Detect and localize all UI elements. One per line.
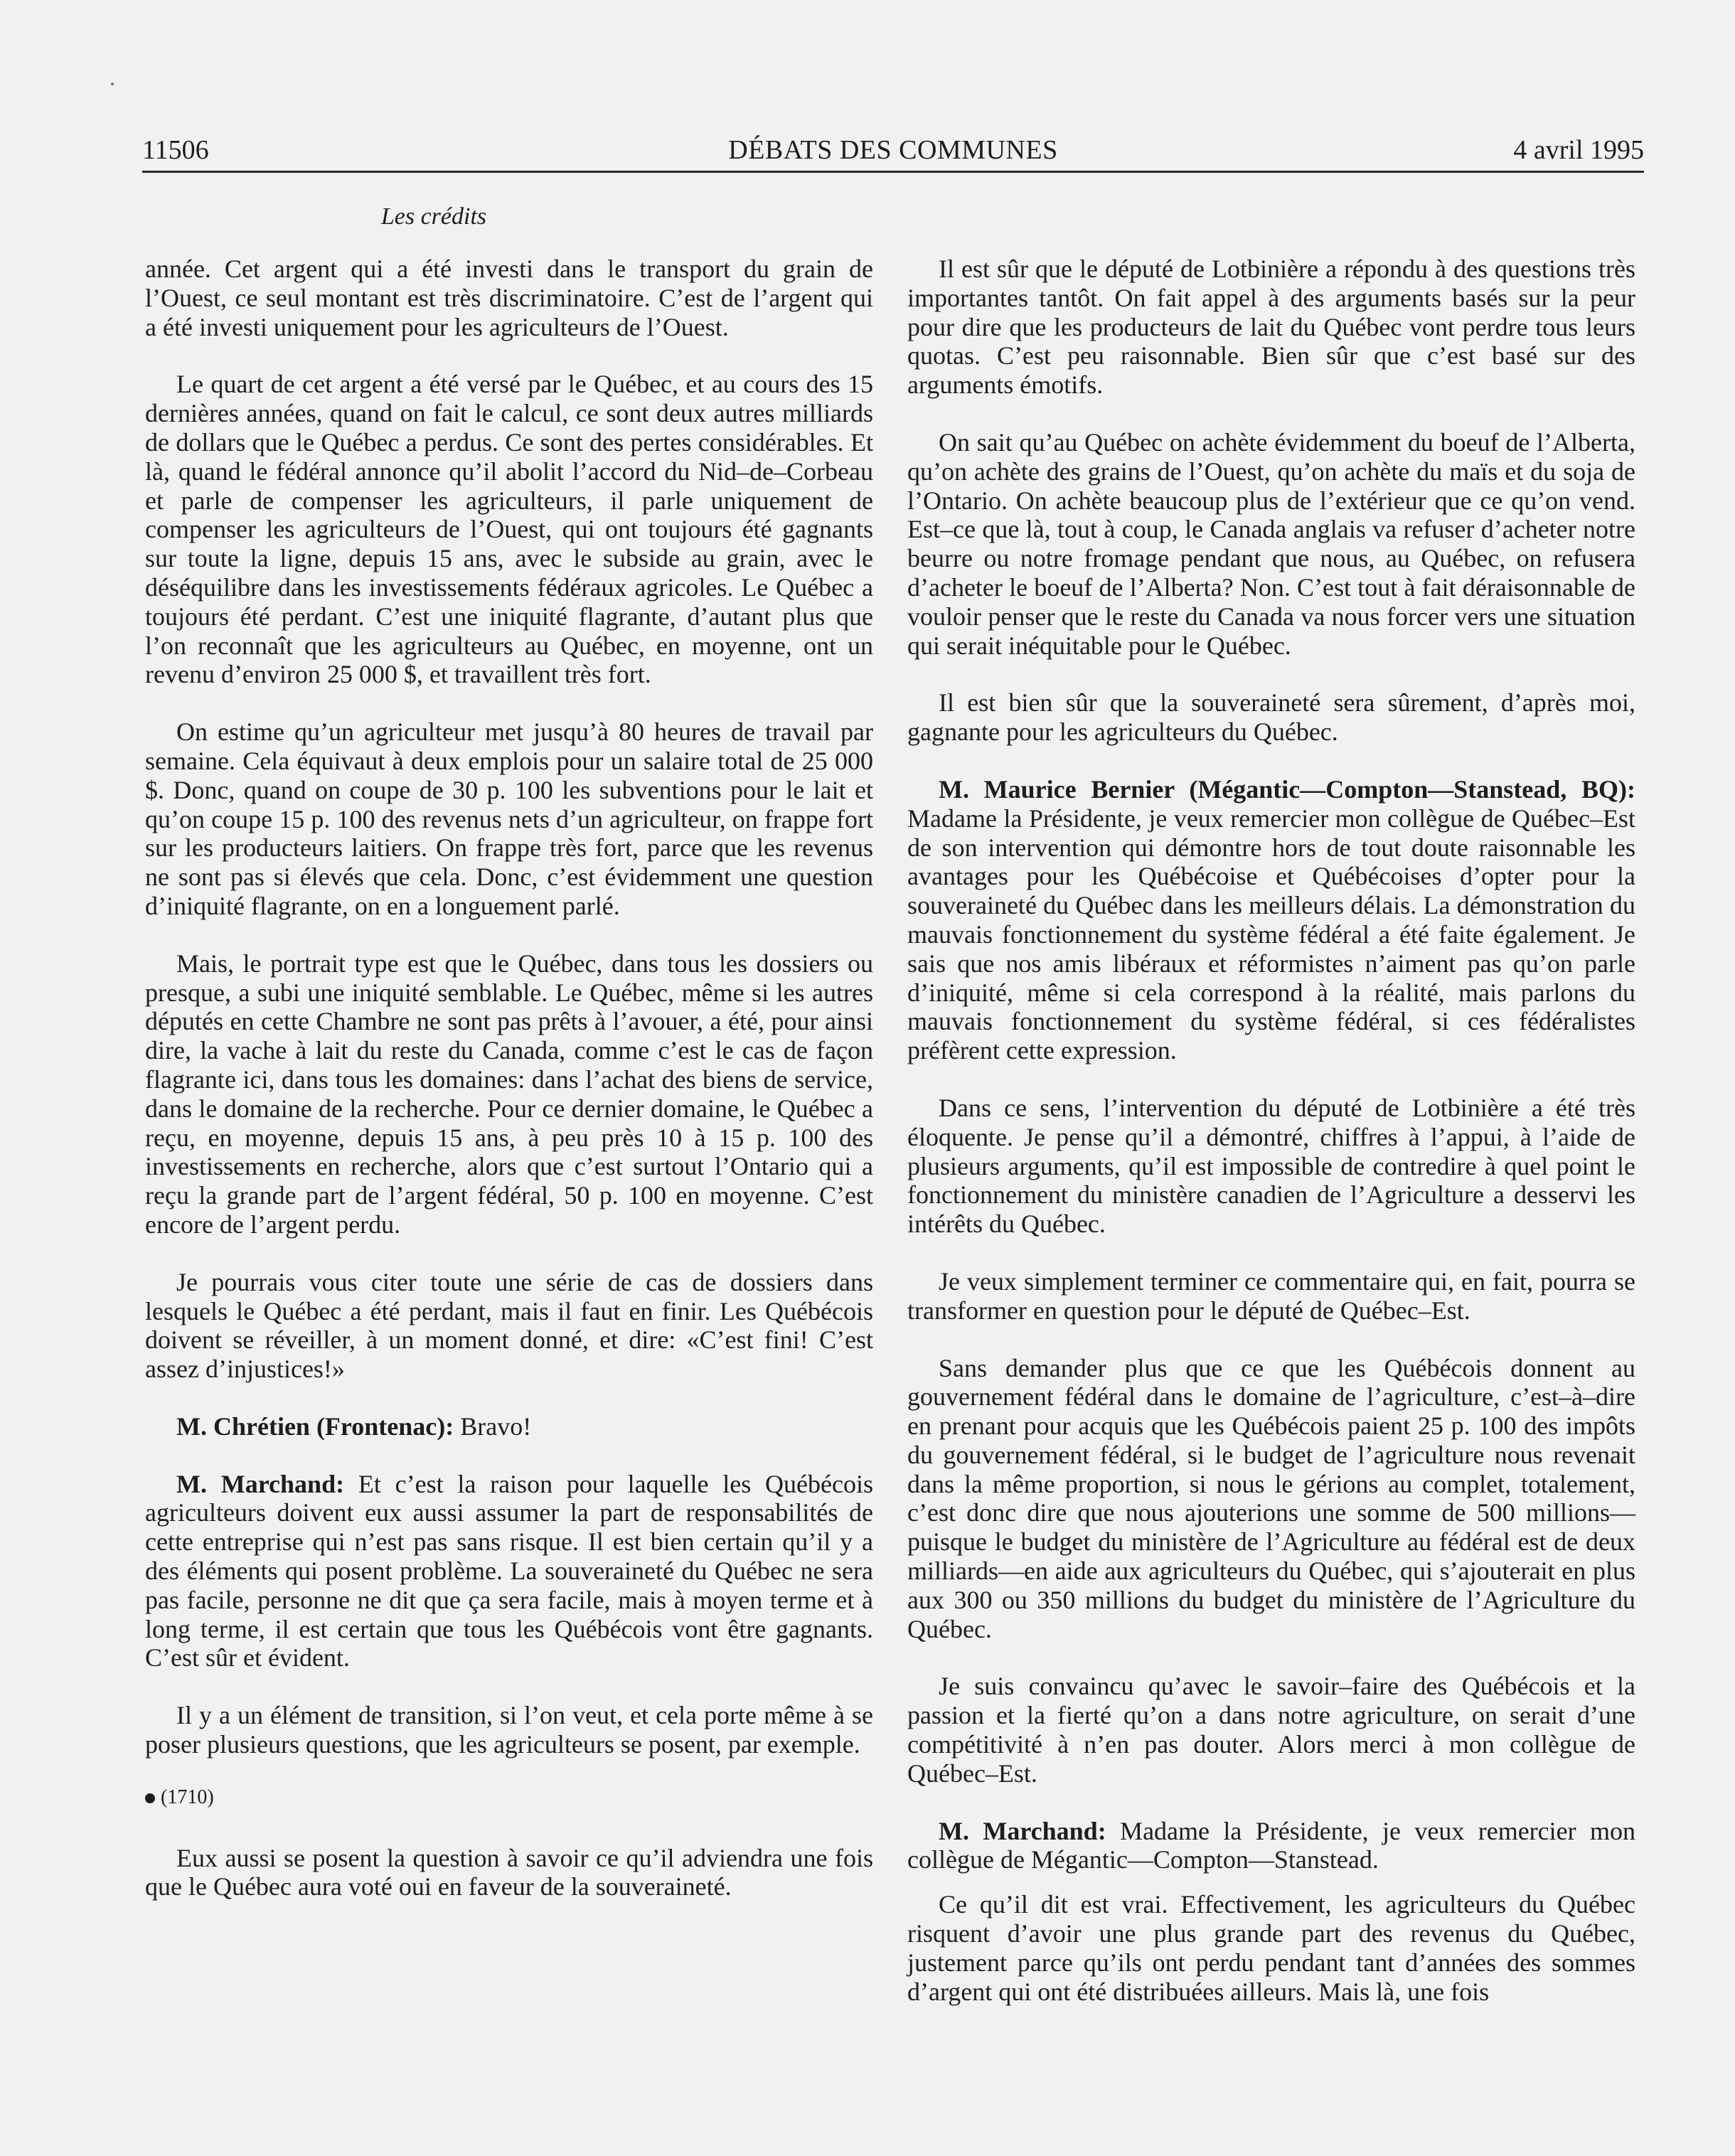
time-marker: [145, 1783, 873, 1813]
speech-text: Madame la Présidente, je veux remercier mon collègue de Québec–Est de son intervention qui démontre hors de tout doute raisonnable les avantages pour les Québécoise et Québécoises d’opter pour la souveraineté du Québec dans les meilleurs délais. La démonstration du mauvais fonctionnement du système fédéral a été faite également. Je sais que nos amis libéraux et réformistes n’aiment pas qu’on parle d’iniquité, même si cela correspond à la réalité, mais parlons du mauvais fonctionnement du système fédéral, si ces fédéralistes préfèrent cette expression.: [907, 804, 1635, 1065]
paragraph: On sait qu’au Québec on achète évidemment du boeuf de l’Alberta, qu’on achète des grains de l’Ouest, qu’on achète du maïs et du soja de l’Ontario. On achète beaucoup plus de l’extérieur que ce qu’on vend. Est–ce que là, tout à coup, le Canada anglais va refuser d’acheter notre beurre ou notre fromage pendant que nous, au Québec, on refusera d’acheter le boeuf de l’Alberta? Non. C’est tout à fait déraisonnable de vouloir penser que le reste du Canada va nous forcer vers une situation qui serait inéquitable pour le Québec.: [907, 427, 1635, 660]
speech-text: Madame la Présidente, je veux remercier mon collègue de Mégantic—Compton—Stanstead.: [907, 1816, 1635, 1874]
page-date: 4 avril 1995: [1513, 135, 1644, 165]
paragraph: Ce qu’il dit est vrai. Effectivement, les agriculteurs du Québec risquent d’avoir une plus grande part des revenus du Québec, justement parce qu’ils ont perdu pendant tant d’années des sommes d’argent qui ont été distribuées ailleurs. Mais là, une fois: [907, 1890, 1635, 2006]
speech-text: Bravo!: [454, 1411, 532, 1441]
speech-paragraph: [907, 775, 1635, 1065]
paragraph: Il est sûr que le député de Lotbinière a répondu à des questions très importantes tantôt. On fait appel à des arguments basés sur la peur pour dire que les producteurs de lait du Québec vont perdre tous leurs quotas. C’est peu raisonnable. Bien sûr que c’est basé sur des arguments émotifs.: [907, 255, 1635, 400]
speaker-name: M. Maurice Bernier (Mégantic—Compton—Stanstead, BQ):: [939, 774, 1635, 804]
speaker-name: M. Marchand:: [176, 1469, 345, 1498]
page-number: 11506: [142, 135, 209, 165]
header-rule: [142, 171, 1644, 173]
paragraph: On estime qu’un agriculteur met jusqu’à 80 heures de travail par semaine. Cela équivaut à deux emplois pour un salaire total de 25 000 $. Donc, quand on coupe de 30 p. 100 les subventions pour le lait et qu’on coupe 15 p. 100 des revenus nets d’un agriculteur, on frappe fort sur les producteurs laitiers. On frappe très fort, parce que les revenus ne sont pas si élevés que cela. Donc, c’est évidemment une question d’iniquité flagrante, on en a longuement parlé.: [145, 717, 873, 920]
paragraph: Je pourrais vous citer toute une série de cas de dossiers dans lesquels le Québec a été perdant, mais il faut en finir. Les Québécois doivent se réveiller, à un moment donné, et dire: «C’est fini! C’est assez d’injustices!»: [145, 1267, 873, 1384]
speaker-name: M. Marchand:: [939, 1816, 1106, 1845]
speech-text: Et c’est la raison pour laquelle les Québécois agriculteurs doivent eux aussi assumer la part de responsabilités de cette entreprise qui n’est pas sans risque. Il est bien certain qu’il y a des éléments qui posent problème. La souveraineté du Québec ne sera pas facile, personne ne dit que ça sera facile, mais à moyen terme et à long terme, il est certain que tous les Québécois vont être gagnants. C’est sûr et évident.: [145, 1469, 873, 1672]
paragraph: Mais, le portrait type est que le Québec, dans tous les dossiers ou presque, a subi une iniquité semblable. Le Québec, même si les autres députés en cette Chambre ne sont pas prêts à l’avouer, a été, pour ainsi dire, la vache à lait du reste du Canada, comme c’est le cas de façon flagrante ici, dans tous les domaines: dans l’achat des biens de service, dans le domaine de la recherche. Pour ce dernier domaine, le Québec a reçu, en moyenne, depuis 15 ans, à peu près 10 à 15 p. 100 des investissements en recherche, alors que c’est surtout l’Ontario qui a reçu la grande part de l’argent fédéral, 50 p. 100 en moyenne. C’est encore de l’argent perdu.: [145, 949, 873, 1239]
left-column: [145, 255, 873, 1930]
paragraph: Dans ce sens, l’intervention du député de Lotbinière a été très éloquente. Je pense qu’il a démontré, chiffres à l’appui, à l’aide de plusieurs arguments, qu’il est impossible de contredire à quel point le fonctionnement du ministère canadien de l’Agriculture a desservi les intérêts du Québec.: [907, 1093, 1635, 1239]
time-marker-text: (1710): [161, 1786, 214, 1808]
paragraph: Je suis convaincu qu’avec le savoir–faire des Québécois et la passion et la fierté qu’on a dans notre agriculture, on serait d’une compétitivité à n’en pas douter. Alors merci à mon collègue de Québec–Est.: [907, 1672, 1635, 1788]
speech-paragraph: [145, 1412, 873, 1441]
paragraph: Il y a un élément de transition, si l’on veut, et cela porte même à se poser plusieurs questions, que les agriculteurs se posent, par exemple.: [145, 1701, 873, 1759]
paragraph: Je veux simplement terminer ce commentaire qui, en fait, pourra se transformer en question pour le député de Québec–Est.: [907, 1266, 1635, 1325]
page-header: [142, 132, 1644, 168]
publication-title: DÉBATS DES COMMUNES: [728, 135, 1058, 165]
speech-paragraph: [907, 1817, 1635, 1875]
paragraph: Sans demander plus que ce que les Québécois donnent au gouvernement fédéral dans le domaine de l’agriculture, c’est–à–dire en prenant pour acquis que les Québécois paient 25 p. 100 des impôts du gouvernement fédéral, si le budget de l’agriculture nous revenait dans la même proportion, si nous le gérions au complet, totalement, c’est donc dire que nous ajouterions une somme de 500 millions—puisque le budget du ministère de l’Agriculture au fédéral est de deux milliards—en aide aux agriculteurs du Québec, qui s’ajouterait en plus aux 300 ou 350 millions du budget du ministère de l’Agriculture du Québec.: [907, 1353, 1635, 1643]
paragraph: Il est bien sûr que la souveraineté sera sûrement, d’après moi, gagnante pour les agriculteurs du Québec.: [907, 688, 1635, 747]
speaker-name: M. Chrétien (Frontenac):: [176, 1411, 454, 1441]
paragraph: Le quart de cet argent a été versé par le Québec, et au cours des 15 dernières années, quand on fait le calcul, ce sont deux autres milliards de dollars que le Québec a perdus. Ce sont des pertes considérables. Et là, quand le fédéral annonce qu’il abolit l’accord du Nid–de–Corbeau et parle de compenser les agriculteurs, il parle uniquement de compenser les agriculteurs de l’Ouest, qui ont toujours été gagnants sur toute la ligne, depuis 15 ans, avec le subside au grain, avec le déséquilibre dans les investissements fédéraux agricoles. Le Québec a toujours été perdant. C’est une iniquité flagrante, d’autant plus que l’on reconnaît que les agriculteurs au Québec, en moyenne, ont un revenu d’environ 25 000 $, et travaillent très fort.: [145, 370, 873, 689]
bullet-icon: [145, 1793, 155, 1803]
section-title: Les crédits: [380, 203, 487, 230]
paragraph: Eux aussi se posent la question à savoir ce qu’il adviendra une fois que le Québec aura voté oui en faveur de la souveraineté.: [145, 1843, 873, 1901]
paragraph: année. Cet argent qui a été investi dans le transport du grain de l’Ouest, ce seul montant est très discriminatoire. C’est de l’argent qui a été investi uniquement pour les agriculteurs de l’Ouest.: [145, 255, 873, 341]
right-column: [907, 255, 1635, 2034]
speech-paragraph: [145, 1470, 873, 1673]
scan-speck: [111, 82, 114, 85]
